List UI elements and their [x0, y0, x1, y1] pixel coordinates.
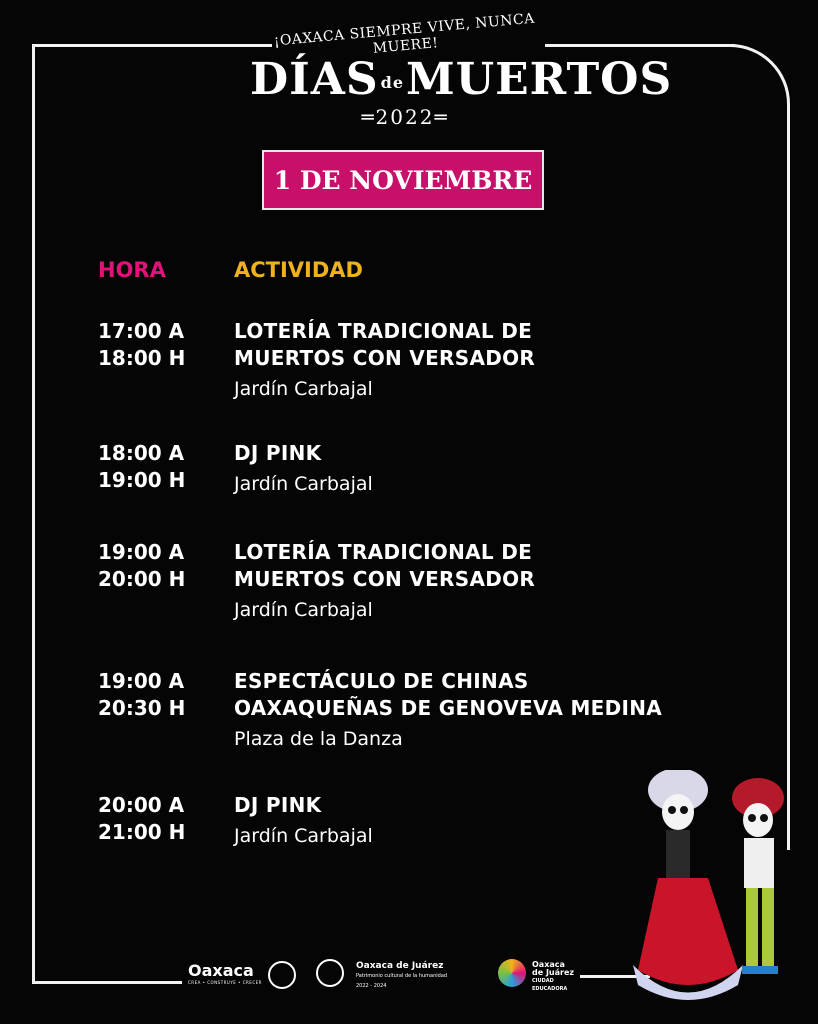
time-end: 20:30 H	[98, 696, 186, 720]
activity-place: Jardín Carbajal	[234, 825, 373, 847]
educadora-line2: de Juárez	[532, 968, 575, 977]
activity-name-line1: LOTERÍA TRADICIONAL DE	[234, 540, 533, 564]
time-start: 19:00 A	[98, 540, 185, 564]
time-range	[98, 539, 185, 593]
catrina-torso	[666, 830, 690, 880]
activity-place: Jardín Carbajal	[234, 378, 373, 400]
oaxaca-logo-text: Oaxaca	[188, 961, 254, 980]
educadora-line1: Oaxaca	[532, 960, 565, 969]
activity	[234, 440, 373, 498]
frame-corner	[700, 44, 790, 134]
time-range	[98, 318, 185, 372]
activity	[234, 792, 373, 850]
juarez-sub: Patrimonio cultural de la humanidad	[356, 973, 448, 979]
time-start: 17:00 A	[98, 319, 185, 343]
tagline: ¡OAXACA SIEMPRE VIVE, NUNCA MUERE!	[273, 10, 536, 57]
time-start: 20:00 A	[98, 793, 185, 817]
time-start: 19:00 A	[98, 669, 185, 693]
catrin-shirt	[744, 838, 774, 888]
catrin-leg-left	[746, 888, 758, 968]
time-end: 19:00 H	[98, 468, 186, 492]
time-end: 20:00 H	[98, 567, 186, 591]
juarez-name: Oaxaca de Juárez	[356, 961, 444, 971]
state-seal-icon	[268, 961, 296, 989]
time-range	[98, 792, 185, 846]
activity-name-line2: OAXAQUEÑAS DE GENOVEVA MEDINA	[234, 696, 663, 720]
date-banner	[262, 150, 544, 210]
educadora-line3: CIUDAD EDUCADORA	[532, 978, 568, 992]
column-header-hora: HORA	[98, 258, 166, 282]
event-logo	[250, 10, 673, 132]
activity-name-line1: ESPECTÁCULO DE CHINAS	[234, 669, 529, 693]
catrina-skirt	[638, 878, 738, 985]
page-title	[250, 54, 673, 107]
oaxaca-logo	[188, 961, 262, 985]
juarez-years: 2022 - 2024	[356, 983, 387, 989]
time-range	[98, 668, 185, 722]
activity-name-line1: DJ PINK	[234, 793, 322, 817]
activity-place: Plaza de la Danza	[234, 728, 403, 750]
sponsor-logos	[188, 955, 588, 995]
time-start: 18:00 A	[98, 441, 185, 465]
city-seal-icon	[316, 959, 344, 987]
year: ═2022═	[361, 104, 449, 129]
date-label: 1 DE NOVIEMBRE	[273, 165, 533, 195]
frame-right	[787, 130, 790, 850]
activity	[234, 318, 535, 403]
catrina-skull	[662, 794, 694, 830]
catrin-skull	[743, 803, 773, 837]
activity-name-line1: DJ PINK	[234, 441, 322, 465]
activity-name-line2: MUERTOS CON VERSADOR	[234, 346, 536, 370]
oaxaca-logo-tagline: CREA • CONSTRUYE • CRECER	[188, 980, 262, 985]
activity-name-line2: MUERTOS CON VERSADOR	[234, 567, 536, 591]
activity-place: Jardín Carbajal	[234, 599, 373, 621]
time-range	[98, 440, 185, 494]
column-header-actividad: ACTIVIDAD	[234, 258, 363, 282]
catrina-couple-illustration	[628, 770, 808, 1010]
title-de: de	[380, 72, 405, 92]
frame-bottom-left	[32, 981, 182, 984]
activity	[234, 539, 535, 624]
educadora-mark-icon	[498, 959, 526, 987]
time-end: 21:00 H	[98, 820, 186, 844]
activity-name-line1: LOTERÍA TRADICIONAL DE	[234, 319, 533, 343]
activity-place: Jardín Carbajal	[234, 473, 373, 495]
catrin-leg-right	[762, 888, 774, 968]
juarez-logo	[356, 961, 447, 991]
time-end: 18:00 H	[98, 346, 186, 370]
title-part1: DÍAS	[250, 54, 379, 105]
activity	[234, 668, 662, 753]
title-part2: MUERTOS	[406, 54, 673, 105]
educadora-logo	[532, 961, 588, 993]
